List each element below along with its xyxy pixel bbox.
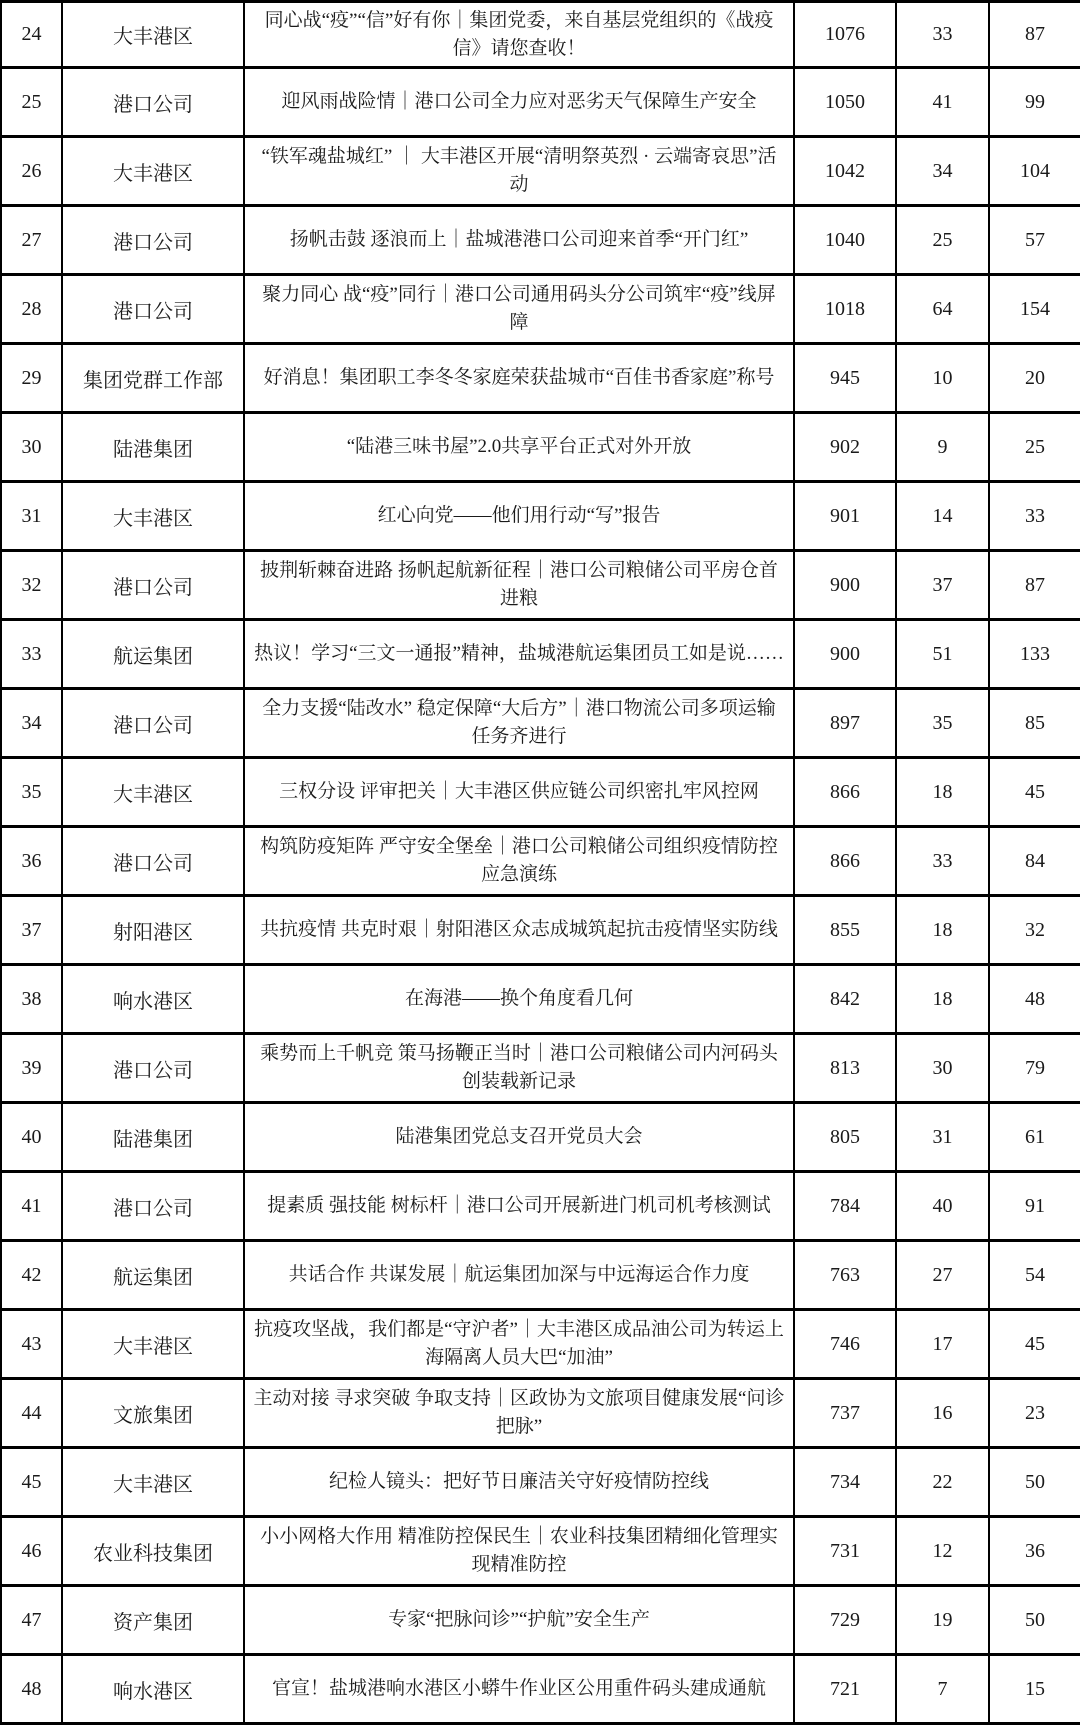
cell-count-1: 900 bbox=[795, 552, 897, 621]
cell-count-3: 61 bbox=[990, 1104, 1080, 1173]
cell-count-3: 104 bbox=[990, 138, 1080, 207]
cell-article-title: 构筑防疫矩阵 严守安全堡垒｜港口公司粮储公司组织疫情防控应急演练 bbox=[245, 828, 795, 897]
table-row bbox=[2, 1587, 1080, 1656]
cell-count-1: 900 bbox=[795, 621, 897, 690]
cell-row-number: 37 bbox=[2, 897, 63, 966]
cell-count-2: 35 bbox=[897, 690, 990, 759]
cell-count-3: 45 bbox=[990, 759, 1080, 828]
cell-count-2: 14 bbox=[897, 483, 990, 552]
cell-article-title: 共话合作 共谋发展｜航运集团加深与中远海运合作力度 bbox=[245, 1242, 795, 1311]
cell-row-number: 45 bbox=[2, 1449, 63, 1518]
cell-row-number: 39 bbox=[2, 1035, 63, 1104]
cell-count-2: 16 bbox=[897, 1380, 990, 1449]
cell-row-number: 36 bbox=[2, 828, 63, 897]
cell-count-1: 737 bbox=[795, 1380, 897, 1449]
cell-department: 文旅集团 bbox=[63, 1380, 245, 1449]
cell-article-title: 同心战“疫”“信”好有你｜集团党委，来自基层党组织的《战疫信》请您查收！ bbox=[245, 3, 795, 69]
table-row bbox=[2, 69, 1080, 138]
cell-count-2: 41 bbox=[897, 69, 990, 138]
cell-count-1: 1076 bbox=[795, 3, 897, 69]
cell-count-2: 9 bbox=[897, 414, 990, 483]
cell-count-1: 721 bbox=[795, 1656, 897, 1725]
cell-count-1: 813 bbox=[795, 1035, 897, 1104]
cell-article-title: 扬帆击鼓 逐浪而上｜盐城港港口公司迎来首季“开门红” bbox=[245, 207, 795, 276]
table-row bbox=[2, 1518, 1080, 1587]
cell-count-3: 99 bbox=[990, 69, 1080, 138]
cell-count-2: 17 bbox=[897, 1311, 990, 1380]
cell-count-1: 897 bbox=[795, 690, 897, 759]
table-row bbox=[2, 966, 1080, 1035]
cell-count-3: 45 bbox=[990, 1311, 1080, 1380]
cell-department: 港口公司 bbox=[63, 1173, 245, 1242]
cell-count-3: 48 bbox=[990, 966, 1080, 1035]
table-row bbox=[2, 207, 1080, 276]
cell-count-3: 85 bbox=[990, 690, 1080, 759]
cell-count-3: 25 bbox=[990, 414, 1080, 483]
cell-row-number: 42 bbox=[2, 1242, 63, 1311]
cell-count-3: 133 bbox=[990, 621, 1080, 690]
cell-count-3: 50 bbox=[990, 1449, 1080, 1518]
cell-department: 大丰港区 bbox=[63, 759, 245, 828]
cell-article-title: 共抗疫情 共克时艰｜射阳港区众志成城筑起抗击疫情坚实防线 bbox=[245, 897, 795, 966]
cell-count-3: 23 bbox=[990, 1380, 1080, 1449]
cell-department: 陆港集团 bbox=[63, 414, 245, 483]
cell-count-2: 27 bbox=[897, 1242, 990, 1311]
cell-count-3: 54 bbox=[990, 1242, 1080, 1311]
cell-count-3: 84 bbox=[990, 828, 1080, 897]
cell-count-2: 18 bbox=[897, 759, 990, 828]
cell-row-number: 25 bbox=[2, 69, 63, 138]
cell-department: 港口公司 bbox=[63, 69, 245, 138]
cell-count-1: 855 bbox=[795, 897, 897, 966]
cell-count-1: 729 bbox=[795, 1587, 897, 1656]
cell-article-title: 主动对接 寻求突破 争取支持｜区政协为文旅项目健康发展“问诊把脉” bbox=[245, 1380, 795, 1449]
cell-count-1: 901 bbox=[795, 483, 897, 552]
cell-count-2: 19 bbox=[897, 1587, 990, 1656]
cell-article-title: 全力支援“陆改水” 稳定保障“大后方”｜港口物流公司多项运输任务齐进行 bbox=[245, 690, 795, 759]
cell-department: 港口公司 bbox=[63, 690, 245, 759]
table-row bbox=[2, 1035, 1080, 1104]
cell-department: 大丰港区 bbox=[63, 1449, 245, 1518]
table-row bbox=[2, 1311, 1080, 1380]
cell-count-2: 22 bbox=[897, 1449, 990, 1518]
cell-count-2: 37 bbox=[897, 552, 990, 621]
cell-department: 响水港区 bbox=[63, 966, 245, 1035]
cell-article-title: 热议！学习“三文一通报”精神，盐城港航运集团员工如是说…… bbox=[245, 621, 795, 690]
cell-count-1: 784 bbox=[795, 1173, 897, 1242]
table-row bbox=[2, 621, 1080, 690]
table-row bbox=[2, 1449, 1080, 1518]
cell-count-3: 50 bbox=[990, 1587, 1080, 1656]
cell-count-1: 1042 bbox=[795, 138, 897, 207]
cell-department: 射阳港区 bbox=[63, 897, 245, 966]
cell-count-2: 12 bbox=[897, 1518, 990, 1587]
cell-count-1: 1040 bbox=[795, 207, 897, 276]
cell-count-1: 805 bbox=[795, 1104, 897, 1173]
cell-row-number: 27 bbox=[2, 207, 63, 276]
cell-article-title: 好消息！集团职工李冬冬家庭荣获盐城市“百佳书香家庭”称号 bbox=[245, 345, 795, 414]
table-row bbox=[2, 1104, 1080, 1173]
cell-article-title: 提素质 强技能 树标杆｜港口公司开展新进门机司机考核测试 bbox=[245, 1173, 795, 1242]
cell-department: 大丰港区 bbox=[63, 138, 245, 207]
cell-count-1: 734 bbox=[795, 1449, 897, 1518]
cell-count-3: 15 bbox=[990, 1656, 1080, 1725]
cell-department: 农业科技集团 bbox=[63, 1518, 245, 1587]
cell-count-3: 57 bbox=[990, 207, 1080, 276]
cell-count-3: 87 bbox=[990, 552, 1080, 621]
table-row bbox=[2, 690, 1080, 759]
cell-article-title: 聚力同心 战“疫”同行｜港口公司通用码头分公司筑牢“疫”线屏障 bbox=[245, 276, 795, 345]
cell-row-number: 32 bbox=[2, 552, 63, 621]
cell-article-title: 小小网格大作用 精准防控保民生｜农业科技集团精细化管理实现精准防控 bbox=[245, 1518, 795, 1587]
cell-article-title: 专家“把脉问诊”“护航”安全生产 bbox=[245, 1587, 795, 1656]
cell-count-2: 25 bbox=[897, 207, 990, 276]
cell-department: 集团党群工作部 bbox=[63, 345, 245, 414]
cell-count-2: 18 bbox=[897, 897, 990, 966]
cell-row-number: 41 bbox=[2, 1173, 63, 1242]
cell-department: 航运集团 bbox=[63, 621, 245, 690]
cell-count-2: 33 bbox=[897, 828, 990, 897]
cell-count-1: 731 bbox=[795, 1518, 897, 1587]
cell-count-1: 1050 bbox=[795, 69, 897, 138]
cell-department: 航运集团 bbox=[63, 1242, 245, 1311]
cell-article-title: 迎风雨战险情｜港口公司全力应对恶劣天气保障生产安全 bbox=[245, 69, 795, 138]
cell-department: 陆港集团 bbox=[63, 1104, 245, 1173]
table-row bbox=[2, 138, 1080, 207]
cell-department: 港口公司 bbox=[63, 1035, 245, 1104]
cell-row-number: 29 bbox=[2, 345, 63, 414]
cell-count-3: 79 bbox=[990, 1035, 1080, 1104]
cell-count-1: 763 bbox=[795, 1242, 897, 1311]
table-row bbox=[2, 1242, 1080, 1311]
table-row bbox=[2, 345, 1080, 414]
table-row bbox=[2, 828, 1080, 897]
table-row bbox=[2, 3, 1080, 69]
cell-count-2: 40 bbox=[897, 1173, 990, 1242]
cell-department: 大丰港区 bbox=[63, 483, 245, 552]
cell-count-3: 36 bbox=[990, 1518, 1080, 1587]
table-row bbox=[2, 1380, 1080, 1449]
cell-count-3: 91 bbox=[990, 1173, 1080, 1242]
cell-count-1: 945 bbox=[795, 345, 897, 414]
cell-count-2: 30 bbox=[897, 1035, 990, 1104]
cell-row-number: 46 bbox=[2, 1518, 63, 1587]
cell-count-1: 842 bbox=[795, 966, 897, 1035]
table-row bbox=[2, 552, 1080, 621]
cell-count-2: 34 bbox=[897, 138, 990, 207]
cell-row-number: 24 bbox=[2, 3, 63, 69]
cell-department: 港口公司 bbox=[63, 207, 245, 276]
table-row bbox=[2, 1173, 1080, 1242]
cell-count-2: 18 bbox=[897, 966, 990, 1035]
cell-article-title: 官宣！盐城港响水港区小蟒牛作业区公用重件码头建成通航 bbox=[245, 1656, 795, 1725]
cell-count-1: 866 bbox=[795, 828, 897, 897]
cell-row-number: 43 bbox=[2, 1311, 63, 1380]
cell-department: 资产集团 bbox=[63, 1587, 245, 1656]
cell-article-title: 披荆斩棘奋进路 扬帆起航新征程｜港口公司粮储公司平房仓首进粮 bbox=[245, 552, 795, 621]
cell-article-title: 红心向党——他们用行动“写”报告 bbox=[245, 483, 795, 552]
cell-department: 大丰港区 bbox=[63, 1311, 245, 1380]
cell-article-title: 乘势而上千帆竞 策马扬鞭正当时｜港口公司粮储公司内河码头创装载新记录 bbox=[245, 1035, 795, 1104]
cell-row-number: 47 bbox=[2, 1587, 63, 1656]
cell-department: 港口公司 bbox=[63, 552, 245, 621]
cell-article-title: 抗疫攻坚战，我们都是“守沪者”｜大丰港区成品油公司为转运上海隔离人员大巴“加油” bbox=[245, 1311, 795, 1380]
cell-count-2: 7 bbox=[897, 1656, 990, 1725]
table-row bbox=[2, 483, 1080, 552]
cell-article-title: 陆港集团党总支召开党员大会 bbox=[245, 1104, 795, 1173]
table-row bbox=[2, 414, 1080, 483]
table-row bbox=[2, 1656, 1080, 1725]
cell-count-1: 866 bbox=[795, 759, 897, 828]
cell-row-number: 34 bbox=[2, 690, 63, 759]
cell-department: 大丰港区 bbox=[63, 3, 245, 69]
cell-row-number: 33 bbox=[2, 621, 63, 690]
cell-count-2: 64 bbox=[897, 276, 990, 345]
cell-row-number: 48 bbox=[2, 1656, 63, 1725]
cell-count-2: 51 bbox=[897, 621, 990, 690]
cell-count-3: 20 bbox=[990, 345, 1080, 414]
cell-article-title: 纪检人镜头：把好节日廉洁关守好疫情防控线 bbox=[245, 1449, 795, 1518]
table-row bbox=[2, 897, 1080, 966]
cell-count-2: 31 bbox=[897, 1104, 990, 1173]
cell-article-title: 在海港——换个角度看几何 bbox=[245, 966, 795, 1035]
cell-article-title: “铁军魂盐城红” ｜ 大丰港区开展“清明祭英烈 · 云端寄哀思”活动 bbox=[245, 138, 795, 207]
cell-department: 港口公司 bbox=[63, 828, 245, 897]
table-row bbox=[2, 759, 1080, 828]
cell-row-number: 30 bbox=[2, 414, 63, 483]
cell-count-3: 87 bbox=[990, 3, 1080, 69]
cell-article-title: “陆港三味书屋”2.0共享平台正式对外开放 bbox=[245, 414, 795, 483]
cell-row-number: 28 bbox=[2, 276, 63, 345]
cell-row-number: 40 bbox=[2, 1104, 63, 1173]
cell-count-3: 32 bbox=[990, 897, 1080, 966]
cell-count-2: 33 bbox=[897, 3, 990, 69]
cell-count-3: 33 bbox=[990, 483, 1080, 552]
table-row bbox=[2, 276, 1080, 345]
cell-count-3: 154 bbox=[990, 276, 1080, 345]
cell-count-1: 902 bbox=[795, 414, 897, 483]
cell-count-1: 746 bbox=[795, 1311, 897, 1380]
cell-row-number: 44 bbox=[2, 1380, 63, 1449]
cell-article-title: 三权分设 评审把关｜大丰港区供应链公司织密扎牢风控网 bbox=[245, 759, 795, 828]
cell-count-2: 10 bbox=[897, 345, 990, 414]
cell-row-number: 26 bbox=[2, 138, 63, 207]
cell-row-number: 35 bbox=[2, 759, 63, 828]
cell-count-1: 1018 bbox=[795, 276, 897, 345]
cell-department: 响水港区 bbox=[63, 1656, 245, 1725]
cell-department: 港口公司 bbox=[63, 276, 245, 345]
cell-row-number: 38 bbox=[2, 966, 63, 1035]
cell-row-number: 31 bbox=[2, 483, 63, 552]
